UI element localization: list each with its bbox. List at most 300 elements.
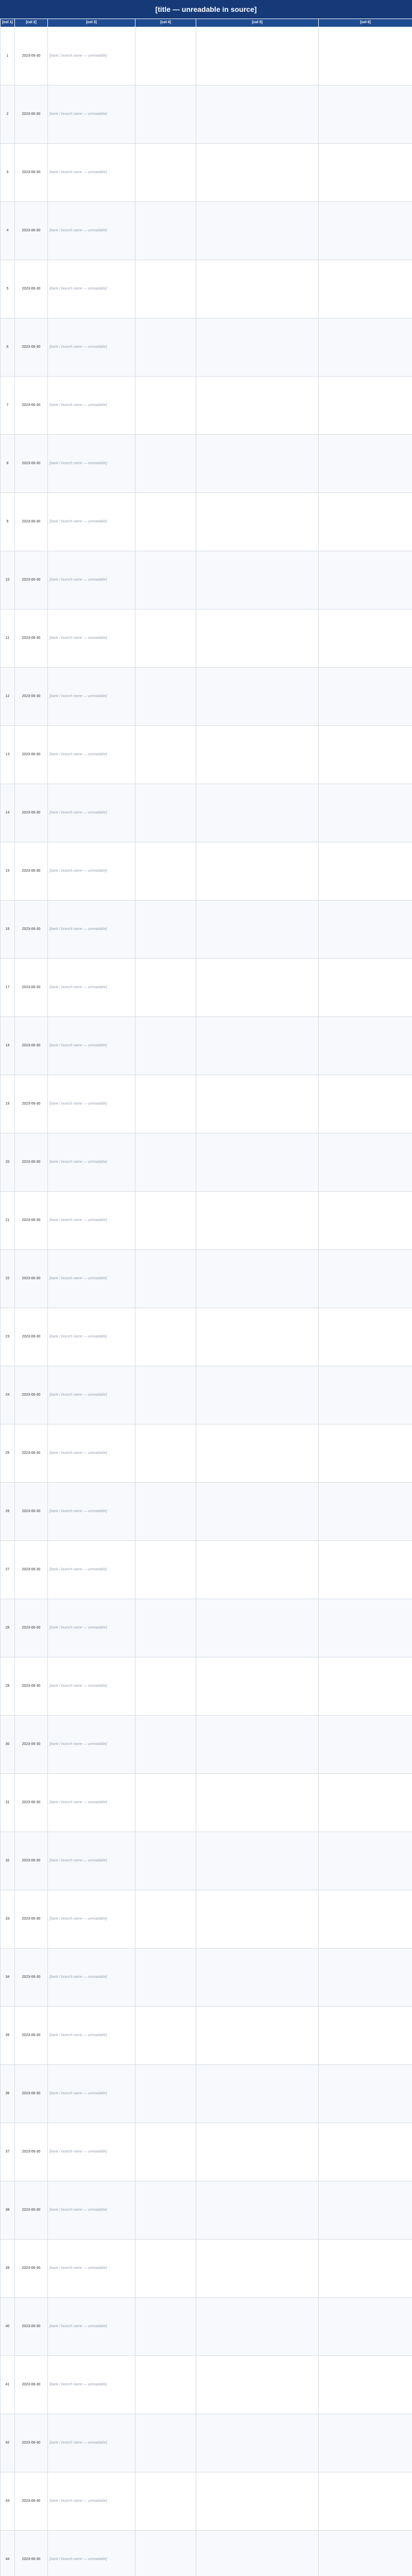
row-date-cell: 2023-06-30 <box>15 86 48 144</box>
row-entity-cell <box>135 435 196 493</box>
row-number-cell: 30 <box>1 1716 15 1774</box>
row-violation-cell <box>196 1133 319 1192</box>
row-bank-name-cell <box>48 1541 135 1599</box>
table-row <box>1 1250 412 1308</box>
row-penalty-cell <box>319 1890 412 1948</box>
row-number-cell: 36 <box>1 2065 15 2123</box>
row-penalty-cell <box>319 784 412 842</box>
table-row <box>1 901 412 959</box>
row-bank-name-cell <box>48 784 135 842</box>
table-row <box>1 1774 412 1832</box>
row-bank-name-cell <box>48 202 135 260</box>
row-violation-cell <box>196 1483 319 1541</box>
row-violation-cell <box>196 2007 319 2065</box>
row-entity-cell <box>135 1599 196 1657</box>
row-entity-cell <box>135 1890 196 1948</box>
row-violation-cell <box>196 1948 319 2007</box>
table-row <box>1 1133 412 1192</box>
row-date-cell: 2023-06-30 <box>15 1890 48 1948</box>
row-date-cell: 2023-06-30 <box>15 1308 48 1366</box>
row-bank-name-cell <box>48 1890 135 1948</box>
table-row <box>1 2007 412 2065</box>
row-date-cell: 2023-06-30 <box>15 901 48 959</box>
row-date-cell: 2023-06-30 <box>15 609 48 668</box>
column-header-bank-name: [col 3] <box>48 19 135 27</box>
row-date-cell: 2023-06-30 <box>15 202 48 260</box>
row-violation-cell <box>196 2123 319 2181</box>
row-number-cell: 25 <box>1 1425 15 1483</box>
row-entity-cell <box>135 2356 196 2414</box>
row-entity-cell <box>135 1716 196 1774</box>
row-penalty-cell <box>319 2472 412 2531</box>
row-entity-cell <box>135 959 196 1017</box>
table-row <box>1 2356 412 2414</box>
row-bank-name-cell <box>48 959 135 1017</box>
row-entity-cell <box>135 1657 196 1716</box>
row-violation-cell <box>196 2356 319 2414</box>
row-date-cell: 2023-06-30 <box>15 1599 48 1657</box>
table-row <box>1 668 412 726</box>
table-row <box>1 1075 412 1133</box>
row-entity-cell <box>135 609 196 668</box>
row-date-cell: 2023-06-30 <box>15 842 48 901</box>
row-bank-name-cell <box>48 318 135 377</box>
row-violation-cell <box>196 27 319 86</box>
row-bank-name-cell <box>48 1599 135 1657</box>
table-row <box>1 2414 412 2472</box>
row-entity-cell <box>135 86 196 144</box>
table-row <box>1 2181 412 2240</box>
row-bank-name-placeholder: [bank / branch name — unreadable] <box>49 345 107 349</box>
row-date-cell: 2023-06-30 <box>15 2181 48 2240</box>
row-bank-name-cell <box>48 842 135 901</box>
row-violation-cell <box>196 1308 319 1366</box>
row-bank-name-placeholder: [bank / branch name — unreadable] <box>49 2149 107 2154</box>
row-violation-cell <box>196 318 319 377</box>
row-date-cell: 2023-06-30 <box>15 551 48 609</box>
row-bank-name-placeholder: [bank / branch name — unreadable] <box>49 1276 107 1280</box>
row-penalty-cell <box>319 1017 412 1075</box>
row-bank-name-placeholder: [bank / branch name — unreadable] <box>49 1334 107 1338</box>
row-number-cell: 2 <box>1 86 15 144</box>
row-bank-name-cell <box>48 2356 135 2414</box>
row-number-cell: 34 <box>1 1948 15 2007</box>
row-penalty-cell <box>319 377 412 435</box>
row-violation-cell <box>196 2181 319 2240</box>
table-body <box>1 27 412 2576</box>
row-entity-cell <box>135 2065 196 2123</box>
row-violation-cell <box>196 144 319 202</box>
row-number-cell: 24 <box>1 1366 15 1425</box>
table-row <box>1 2531 412 2576</box>
row-number-cell: 27 <box>1 1541 15 1599</box>
row-violation-cell <box>196 668 319 726</box>
row-number-cell: 11 <box>1 609 15 668</box>
row-number-cell: 43 <box>1 2472 15 2531</box>
row-bank-name-placeholder: [bank / branch name — unreadable] <box>49 286 107 291</box>
row-date-cell: 2023-06-30 <box>15 2240 48 2298</box>
row-date-cell: 2023-06-30 <box>15 2065 48 2123</box>
row-number-cell: 19 <box>1 1075 15 1133</box>
row-entity-cell <box>135 1250 196 1308</box>
row-penalty-cell <box>319 1832 412 1890</box>
row-violation-cell <box>196 260 319 318</box>
row-entity-cell <box>135 1948 196 2007</box>
row-bank-name-cell <box>48 668 135 726</box>
row-number-cell: 21 <box>1 1192 15 1250</box>
row-bank-name-cell <box>48 1948 135 2007</box>
row-date-cell: 2023-06-30 <box>15 1716 48 1774</box>
row-bank-name-cell <box>48 1425 135 1483</box>
row-bank-name-cell <box>48 1308 135 1366</box>
row-entity-cell <box>135 2181 196 2240</box>
table-row <box>1 784 412 842</box>
table-row <box>1 435 412 493</box>
row-date-cell: 2023-06-30 <box>15 1366 48 1425</box>
row-date-cell: 2023-06-30 <box>15 318 48 377</box>
row-penalty-cell <box>319 1308 412 1366</box>
row-bank-name-cell <box>48 377 135 435</box>
row-penalty-cell <box>319 1948 412 2007</box>
row-number-cell: 23 <box>1 1308 15 1366</box>
row-number-cell: 4 <box>1 202 15 260</box>
row-penalty-cell <box>319 2181 412 2240</box>
row-date-cell: 2023-06-30 <box>15 27 48 86</box>
row-violation-cell <box>196 2240 319 2298</box>
table-row <box>1 1483 412 1541</box>
table-row <box>1 1541 412 1599</box>
row-number-cell: 9 <box>1 493 15 551</box>
table-row <box>1 2123 412 2181</box>
row-entity-cell <box>135 2531 196 2576</box>
table-row <box>1 260 412 318</box>
row-entity-cell <box>135 144 196 202</box>
row-entity-cell <box>135 2472 196 2531</box>
row-penalty-cell <box>319 1657 412 1716</box>
row-penalty-cell <box>319 202 412 260</box>
row-violation-cell <box>196 1890 319 1948</box>
row-entity-cell <box>135 2007 196 2065</box>
row-bank-name-placeholder: [bank / branch name — unreadable] <box>49 1043 107 1047</box>
row-bank-name-cell <box>48 2531 135 2576</box>
row-violation-cell <box>196 1425 319 1483</box>
table-row <box>1 1948 412 2007</box>
row-violation-cell <box>196 493 319 551</box>
row-bank-name-placeholder: [bank / branch name — unreadable] <box>49 1742 107 1746</box>
row-date-cell: 2023-06-30 <box>15 1192 48 1250</box>
table-row <box>1 86 412 144</box>
table-row <box>1 842 412 901</box>
row-violation-cell <box>196 901 319 959</box>
row-violation-cell <box>196 1250 319 1308</box>
row-penalty-cell <box>319 1250 412 1308</box>
table-row <box>1 1308 412 1366</box>
row-violation-cell <box>196 86 319 144</box>
row-penalty-cell <box>319 901 412 959</box>
row-number-cell: 3 <box>1 144 15 202</box>
row-violation-cell <box>196 435 319 493</box>
row-date-cell: 2023-06-30 <box>15 959 48 1017</box>
row-bank-name-placeholder: [bank / branch name — unreadable] <box>49 461 107 465</box>
row-penalty-cell <box>319 959 412 1017</box>
row-date-cell: 2023-06-30 <box>15 493 48 551</box>
row-bank-name-placeholder: [bank / branch name — unreadable] <box>49 403 107 407</box>
row-violation-cell <box>196 959 319 1017</box>
row-bank-name-placeholder: [bank / branch name — unreadable] <box>49 1509 107 1513</box>
row-entity-cell <box>135 1017 196 1075</box>
row-penalty-cell <box>319 2298 412 2356</box>
row-penalty-cell <box>319 1133 412 1192</box>
row-number-cell: 16 <box>1 901 15 959</box>
row-bank-name-placeholder: [bank / branch name — unreadable] <box>49 578 107 582</box>
row-bank-name-cell <box>48 1366 135 1425</box>
row-date-cell: 2023-06-30 <box>15 260 48 318</box>
row-number-cell: 14 <box>1 784 15 842</box>
row-number-cell: 29 <box>1 1657 15 1716</box>
row-number-cell: 28 <box>1 1599 15 1657</box>
row-penalty-cell <box>319 842 412 901</box>
row-violation-cell <box>196 2414 319 2472</box>
row-violation-cell <box>196 2065 319 2123</box>
row-bank-name-cell <box>48 1483 135 1541</box>
row-bank-name-placeholder: [bank / branch name — unreadable] <box>49 985 107 989</box>
row-violation-cell <box>196 1657 319 1716</box>
row-violation-cell <box>196 377 319 435</box>
row-penalty-cell <box>319 1425 412 1483</box>
row-penalty-cell <box>319 2240 412 2298</box>
row-date-cell: 2023-06-30 <box>15 2414 48 2472</box>
table-row <box>1 318 412 377</box>
row-penalty-cell <box>319 318 412 377</box>
row-entity-cell <box>135 784 196 842</box>
row-bank-name-cell <box>48 493 135 551</box>
row-bank-name-placeholder: [bank / branch name — unreadable] <box>49 1917 107 1921</box>
row-number-cell: 18 <box>1 1017 15 1075</box>
row-bank-name-placeholder: [bank / branch name — unreadable] <box>49 2033 107 2037</box>
row-bank-name-placeholder: [bank / branch name — unreadable] <box>49 2382 107 2386</box>
row-violation-cell <box>196 1075 319 1133</box>
table-header-row <box>1 19 412 27</box>
table-row <box>1 144 412 202</box>
row-entity-cell <box>135 551 196 609</box>
row-bank-name-cell <box>48 726 135 784</box>
row-date-cell: 2023-06-30 <box>15 377 48 435</box>
row-date-cell: 2023-06-30 <box>15 2123 48 2181</box>
row-bank-name-cell <box>48 2181 135 2240</box>
row-penalty-cell <box>319 1716 412 1774</box>
row-bank-name-cell <box>48 2007 135 2065</box>
row-bank-name-cell <box>48 144 135 202</box>
row-entity-cell <box>135 668 196 726</box>
table-row <box>1 726 412 784</box>
table-row <box>1 1425 412 1483</box>
row-bank-name-cell <box>48 901 135 959</box>
row-date-cell: 2023-06-30 <box>15 1774 48 1832</box>
row-number-cell: 37 <box>1 2123 15 2181</box>
table-row <box>1 1366 412 1425</box>
row-number-cell: 38 <box>1 2181 15 2240</box>
row-entity-cell <box>135 2123 196 2181</box>
row-entity-cell <box>135 202 196 260</box>
column-header-date: [col 2] <box>15 19 48 27</box>
row-violation-cell <box>196 1599 319 1657</box>
row-bank-name-cell <box>48 260 135 318</box>
row-date-cell: 2023-06-30 <box>15 1133 48 1192</box>
row-violation-cell <box>196 202 319 260</box>
row-date-cell: 2023-06-30 <box>15 2298 48 2356</box>
table-row <box>1 609 412 668</box>
row-number-cell: 13 <box>1 726 15 784</box>
penalty-table-container[interactable] <box>0 19 412 2576</box>
row-entity-cell <box>135 1425 196 1483</box>
row-date-cell: 2023-06-30 <box>15 2472 48 2531</box>
row-date-cell: 2023-06-30 <box>15 1832 48 1890</box>
row-entity-cell <box>135 1133 196 1192</box>
table-row <box>1 1716 412 1774</box>
row-number-cell: 35 <box>1 2007 15 2065</box>
row-penalty-cell <box>319 144 412 202</box>
row-date-cell: 2023-06-30 <box>15 726 48 784</box>
row-entity-cell <box>135 1366 196 1425</box>
row-date-cell: 2023-06-30 <box>15 1075 48 1133</box>
row-date-cell: 2023-06-30 <box>15 1483 48 1541</box>
table-row <box>1 2240 412 2298</box>
row-penalty-cell <box>319 2531 412 2576</box>
row-violation-cell <box>196 842 319 901</box>
row-entity-cell <box>135 260 196 318</box>
row-bank-name-placeholder: [bank / branch name — unreadable] <box>49 228 107 232</box>
row-number-cell: 33 <box>1 1890 15 1948</box>
row-number-cell: 31 <box>1 1774 15 1832</box>
row-bank-name-cell <box>48 1075 135 1133</box>
row-penalty-cell <box>319 1366 412 1425</box>
row-penalty-cell <box>319 27 412 86</box>
row-entity-cell <box>135 2298 196 2356</box>
table-row <box>1 2065 412 2123</box>
table-row <box>1 377 412 435</box>
row-number-cell: 6 <box>1 318 15 377</box>
row-bank-name-cell <box>48 2123 135 2181</box>
row-number-cell: 39 <box>1 2240 15 2298</box>
row-bank-name-placeholder: [bank / branch name — unreadable] <box>49 1800 107 1804</box>
row-entity-cell <box>135 27 196 86</box>
table-row <box>1 202 412 260</box>
row-violation-cell <box>196 2298 319 2356</box>
row-date-cell: 2023-06-30 <box>15 1541 48 1599</box>
row-penalty-cell <box>319 2123 412 2181</box>
row-date-cell: 2023-06-30 <box>15 2531 48 2576</box>
row-bank-name-cell <box>48 2240 135 2298</box>
row-bank-name-placeholder: [bank / branch name — unreadable] <box>49 1625 107 1630</box>
row-number-cell: 10 <box>1 551 15 609</box>
table-row <box>1 27 412 86</box>
row-bank-name-cell <box>48 1716 135 1774</box>
table-row <box>1 2472 412 2531</box>
row-number-cell: 42 <box>1 2414 15 2472</box>
row-violation-cell <box>196 726 319 784</box>
table-row <box>1 1192 412 1250</box>
penalty-table <box>0 19 412 2576</box>
row-bank-name-cell <box>48 1657 135 1716</box>
row-entity-cell <box>135 901 196 959</box>
row-penalty-cell <box>319 2356 412 2414</box>
row-entity-cell <box>135 318 196 377</box>
row-violation-cell <box>196 1192 319 1250</box>
table-row <box>1 2298 412 2356</box>
row-bank-name-cell <box>48 609 135 668</box>
row-bank-name-placeholder: [bank / branch name — unreadable] <box>49 1218 107 1222</box>
table-row <box>1 1890 412 1948</box>
row-date-cell: 2023-06-30 <box>15 2356 48 2414</box>
row-violation-cell <box>196 1832 319 1890</box>
row-bank-name-placeholder: [bank / branch name — unreadable] <box>49 1393 107 1397</box>
page-title: [title — unreadable in source] <box>0 0 412 19</box>
row-bank-name-cell <box>48 27 135 86</box>
row-bank-name-cell <box>48 1832 135 1890</box>
row-bank-name-placeholder: [bank / branch name — unreadable] <box>49 1684 107 1688</box>
row-bank-name-placeholder: [bank / branch name — unreadable] <box>49 1101 107 1106</box>
table-row <box>1 1832 412 1890</box>
row-number-cell: 15 <box>1 842 15 901</box>
row-date-cell: 2023-06-30 <box>15 2007 48 2065</box>
row-bank-name-placeholder: [bank / branch name — unreadable] <box>49 2208 107 2212</box>
row-violation-cell <box>196 1017 319 1075</box>
row-number-cell: 17 <box>1 959 15 1017</box>
row-number-cell: 1 <box>1 27 15 86</box>
row-date-cell: 2023-06-30 <box>15 1250 48 1308</box>
row-bank-name-placeholder: [bank / branch name — unreadable] <box>49 1858 107 1862</box>
row-bank-name-placeholder: [bank / branch name — unreadable] <box>49 2091 107 2095</box>
row-penalty-cell <box>319 1483 412 1541</box>
row-violation-cell <box>196 2472 319 2531</box>
row-date-cell: 2023-06-30 <box>15 144 48 202</box>
row-penalty-cell <box>319 1541 412 1599</box>
table-row <box>1 1599 412 1657</box>
row-bank-name-placeholder: [bank / branch name — unreadable] <box>49 810 107 815</box>
row-violation-cell <box>196 1774 319 1832</box>
row-date-cell: 2023-06-30 <box>15 668 48 726</box>
row-penalty-cell <box>319 435 412 493</box>
row-penalty-cell <box>319 726 412 784</box>
column-header-penalty: [col 6] <box>319 19 412 27</box>
row-entity-cell <box>135 1192 196 1250</box>
row-bank-name-cell <box>48 2298 135 2356</box>
row-bank-name-placeholder: [bank / branch name — unreadable] <box>49 1160 107 1164</box>
row-bank-name-cell <box>48 1250 135 1308</box>
row-penalty-cell <box>319 1599 412 1657</box>
row-bank-name-cell <box>48 1774 135 1832</box>
row-bank-name-placeholder: [bank / branch name — unreadable] <box>49 1451 107 1455</box>
row-penalty-cell <box>319 1075 412 1133</box>
row-number-cell: 26 <box>1 1483 15 1541</box>
column-header-violation: [col 5] <box>196 19 319 27</box>
row-bank-name-placeholder: [bank / branch name — unreadable] <box>49 2499 107 2503</box>
row-violation-cell <box>196 784 319 842</box>
row-number-cell: 41 <box>1 2356 15 2414</box>
row-date-cell: 2023-06-30 <box>15 435 48 493</box>
row-entity-cell <box>135 726 196 784</box>
row-bank-name-placeholder: [bank / branch name — unreadable] <box>49 1975 107 1979</box>
row-violation-cell <box>196 1366 319 1425</box>
row-entity-cell <box>135 2414 196 2472</box>
row-bank-name-placeholder: [bank / branch name — unreadable] <box>49 1567 107 1571</box>
row-number-cell: 20 <box>1 1133 15 1192</box>
row-entity-cell <box>135 1075 196 1133</box>
row-penalty-cell <box>319 551 412 609</box>
row-bank-name-placeholder: [bank / branch name — unreadable] <box>49 869 107 873</box>
row-bank-name-placeholder: [bank / branch name — unreadable] <box>49 2266 107 2270</box>
row-bank-name-cell <box>48 1017 135 1075</box>
